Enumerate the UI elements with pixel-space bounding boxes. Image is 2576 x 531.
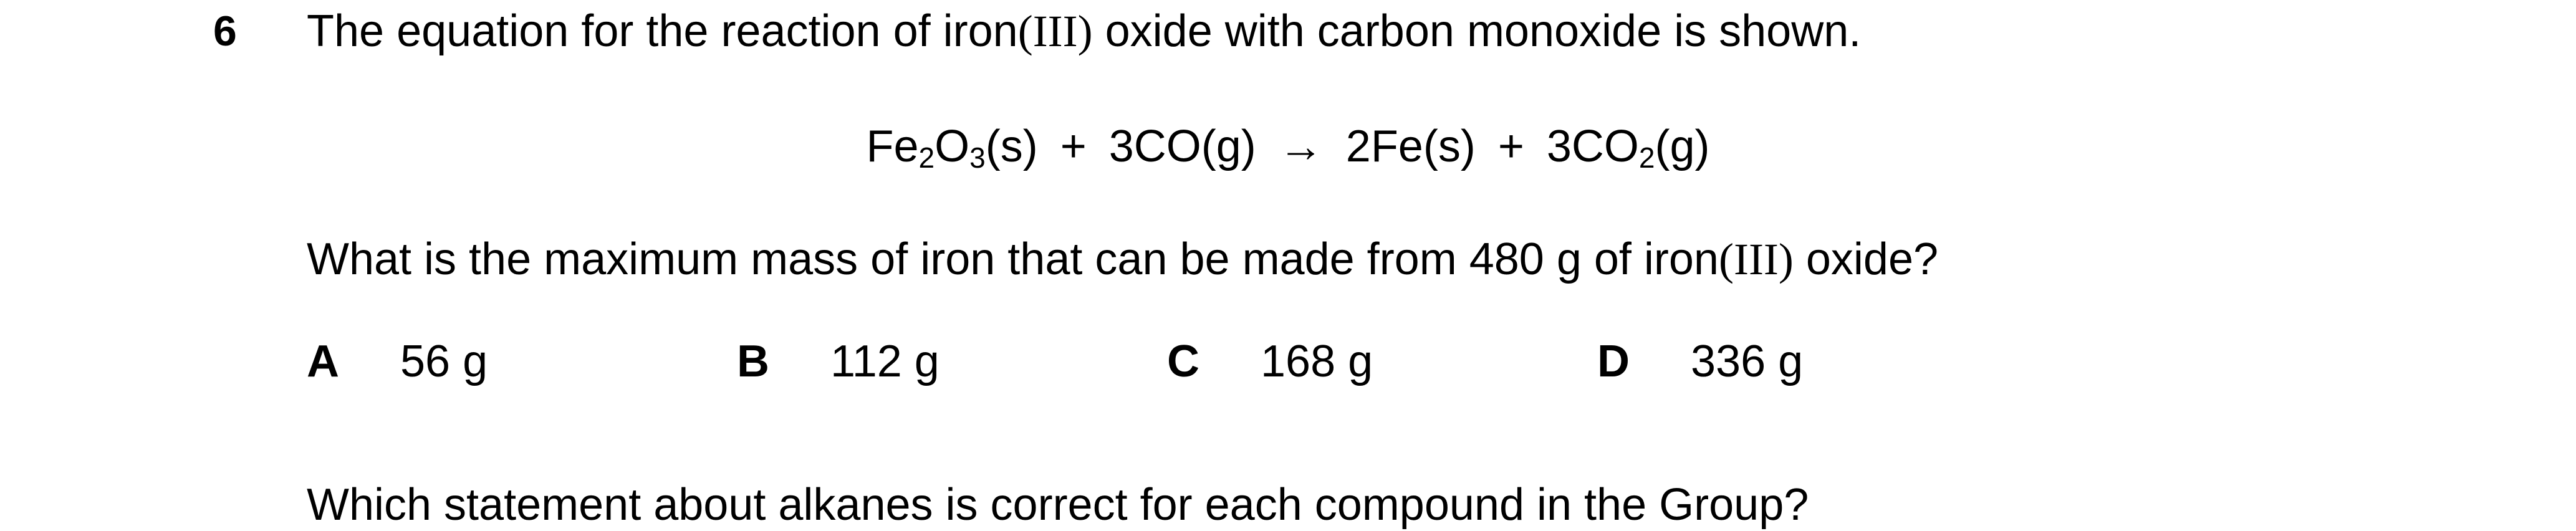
prompt-text-end: oxide? <box>1793 234 1939 284</box>
plus-sign-2: + <box>1497 122 1524 171</box>
reactant-iron-oxide <box>866 122 1038 174</box>
option-b[interactable] <box>737 335 940 388</box>
subscript-fe: 2 <box>918 141 935 174</box>
chemical-equation <box>0 118 2576 175</box>
option-letter: A <box>307 337 339 386</box>
option-value: 336 g <box>1691 337 1804 386</box>
state-gas: (g) <box>1655 122 1710 171</box>
option-c[interactable] <box>1167 335 1373 388</box>
option-value: 168 g <box>1261 337 1373 386</box>
symbol-fe: Fe <box>866 122 919 171</box>
stem-text-start: The equation for the reaction of iron <box>307 6 1018 56</box>
stem-roman-numeral: (III) <box>1017 6 1093 56</box>
option-value: 56 g <box>400 337 488 386</box>
option-value: 112 g <box>830 337 940 386</box>
option-a[interactable] <box>307 335 488 388</box>
prompt-text-start: What is the maximum mass of iron that can be made from 480 g of iron <box>307 234 1719 284</box>
product-carbon-dioxide <box>1546 122 1710 174</box>
prompt-roman-numeral: (III) <box>1718 234 1794 284</box>
stem-text-end: oxide with carbon monoxide is shown. <box>1092 6 1862 56</box>
subscript-o: 3 <box>969 141 986 174</box>
next-question-partial-text: Which statement about alkanes is correct for each compound in the Group? <box>307 480 1809 530</box>
state-solid: (s) <box>985 122 1038 171</box>
symbol-o: O <box>935 122 970 171</box>
plus-sign-1: + <box>1060 122 1087 171</box>
question-prompt <box>307 233 1938 285</box>
symbol-co: 3CO <box>1546 122 1639 171</box>
option-letter: D <box>1597 337 1630 386</box>
question-stem <box>307 5 1861 57</box>
reaction-arrow: → <box>1278 122 1324 171</box>
option-letter: B <box>737 337 769 386</box>
subscript-co2: 2 <box>1638 141 1655 174</box>
product-iron: 2Fe(s) <box>1345 122 1476 171</box>
option-letter: C <box>1167 337 1199 386</box>
question-number: 6 <box>213 7 237 55</box>
option-d[interactable] <box>1597 335 1803 388</box>
reactant-carbon-monoxide: 3CO(g) <box>1108 122 1256 171</box>
